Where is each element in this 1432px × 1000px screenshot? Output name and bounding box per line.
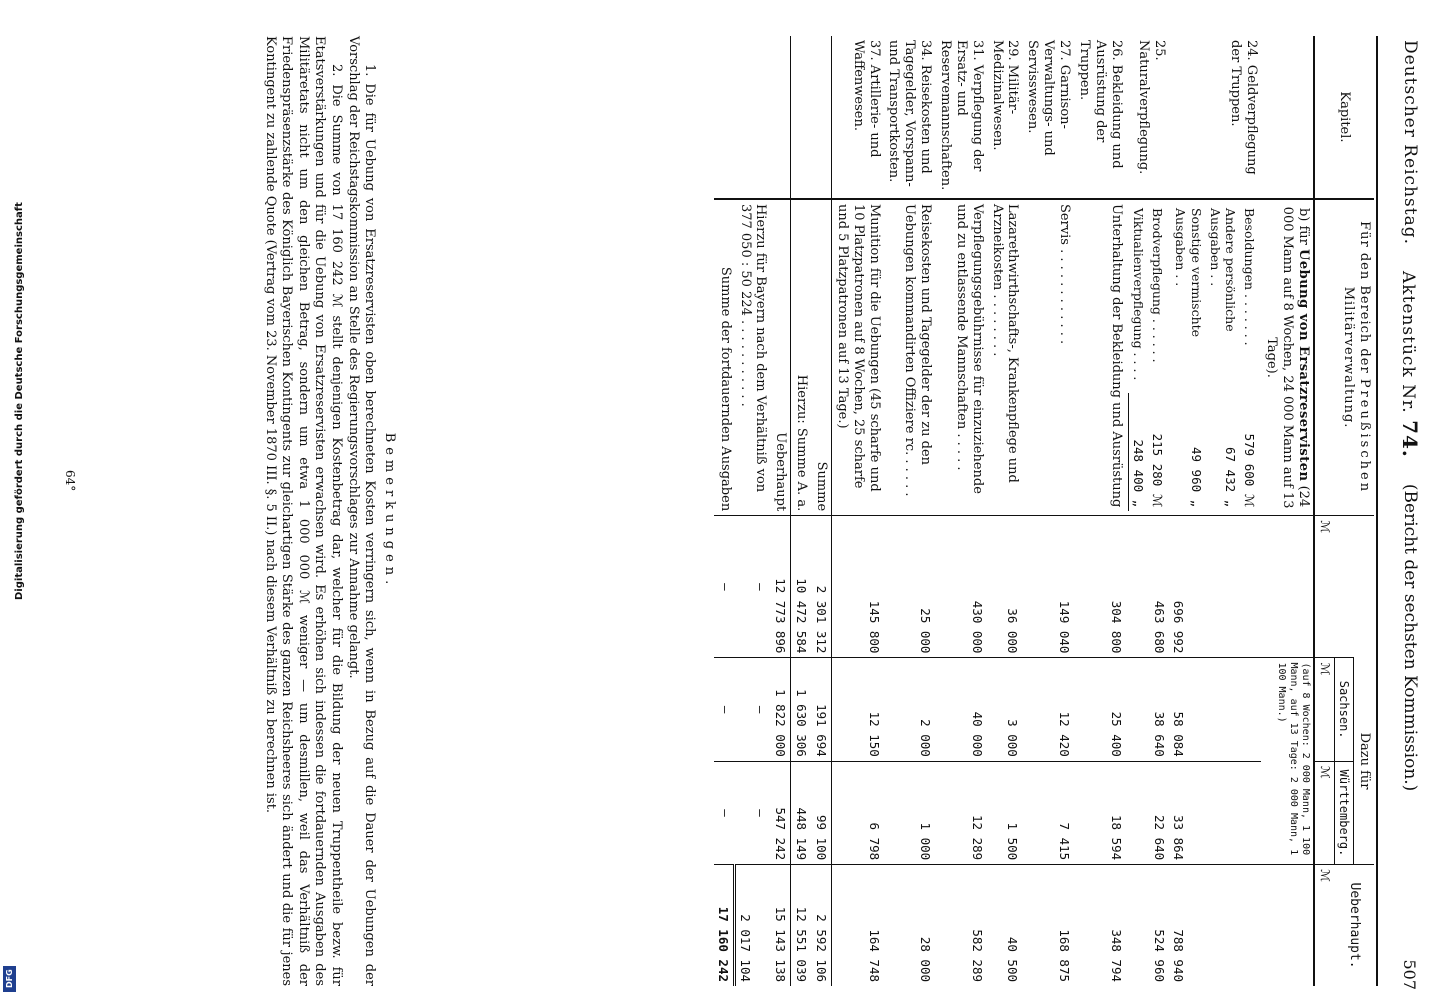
- unit-total: ℳ: [1314, 865, 1334, 986]
- sachsen-25a: 38 640: [1152, 711, 1168, 757]
- wuerttemberg-37: 6 798: [831, 761, 883, 864]
- item-31: Verpflegungsgebührnisse für einzuziehende und zu entlassende Mannschaften . . . . .: [953, 203, 985, 494]
- preussen-37: 145 800: [831, 516, 883, 658]
- doc-source: Deutscher Reichstag.: [1400, 40, 1420, 245]
- col-ueberhaupt: Ueberhaupt.: [1334, 865, 1374, 986]
- kapitel-31: 31. Verpflegung der Ersatz- und Reservemannschaften.: [935, 36, 987, 199]
- section-b-prefix: b) für: [1295, 207, 1311, 245]
- kapitel-27: 27. Garnison-Verwaltungs- und Servisswesen.: [1022, 36, 1074, 199]
- section-b-kapitel: [1261, 36, 1314, 199]
- table-row: [987, 36, 1023, 986]
- prussia-title-spaced: Preußischen: [1357, 378, 1372, 495]
- item-value: 67 432 „: [1223, 446, 1239, 508]
- fortdauernd-row: [714, 36, 735, 986]
- summe-sachsen: 191 694: [811, 658, 831, 761]
- section-b-total: [1261, 865, 1314, 986]
- prussia-title-suffix: Militärverwaltung.: [1341, 286, 1357, 429]
- sachsen-34: 2 000: [884, 658, 936, 761]
- wuerttemberg-31: 12 289: [935, 761, 987, 864]
- fortdauernd-label: Summe der fortdauernden Ausgaben: [717, 266, 733, 512]
- preussen-24: 696 992: [1169, 516, 1261, 658]
- doc-ref-prefix: Aktenstück Nr.: [1398, 271, 1418, 414]
- sachsen-27: 12 420: [1022, 658, 1074, 761]
- total-26: 348 794: [1074, 865, 1126, 986]
- sachsen-note: (auf 8 Wochen: 2 000 Mann, 1 100 Mann, auf 13 Tage: 2 000 Mann, 1 100 Mann.): [1261, 658, 1314, 865]
- table-row: [1022, 36, 1074, 986]
- hierzu-a-label: Hierzu: Summe A. a.: [794, 374, 810, 512]
- item-label: Viktualienverpflegung . . . .: [1130, 207, 1146, 381]
- folio-mark: 64°: [63, 470, 77, 492]
- kapitel-29: 29. Militär-Medizinalwesen.: [987, 36, 1023, 199]
- item-27: Servis . . . . . . . . . . . .: [1056, 203, 1072, 345]
- table-row: [831, 36, 883, 986]
- section-b-title: [1261, 199, 1314, 516]
- ueberhaupt-row: [770, 36, 790, 986]
- doc-ref-number: 74.: [1398, 420, 1422, 458]
- item-value: 248 400 „: [1128, 393, 1148, 511]
- col-kapitel: Kapitel.: [1314, 36, 1374, 199]
- total-25a: 524 960: [1152, 929, 1168, 982]
- item-label: Brodverpflegung . . . . . .: [1150, 207, 1166, 363]
- kapitel-26: 26. Bekleidung und Ausrüstung der Truppen.: [1074, 36, 1126, 199]
- summe-kapitel: [811, 36, 831, 199]
- item-26: Unterhaltung der Bekleidung und Ausrüstung: [1108, 203, 1124, 508]
- preussen-31: 430 000: [935, 516, 987, 658]
- sachsen-31: 40 000: [935, 658, 987, 761]
- hierzu-kapitel: [791, 36, 811, 199]
- summe-row: [811, 36, 831, 986]
- prussia-title-cell: [1334, 199, 1374, 516]
- wuerttemberg-29: 1 500: [987, 761, 1023, 864]
- wuerttemberg-25: [1126, 761, 1170, 864]
- remark-1: 1. Die für Uebung von Ersatzreservisten oben berechneten Kosten verringern sich, wenn in Bezug auf die Dauer der Uebungen der Vorschlag der Reichstagskommission an Stelle des Regierungsvorschlages zur Annahme gelangt.: [345, 36, 378, 986]
- item-29: Lazarethwirthschafts-, Krankenpflege und Arzneikosten . . . . . . . .: [989, 203, 1021, 483]
- ueberhaupt-label: Ueberhaupt: [770, 199, 790, 516]
- hierzu-a-row: [791, 36, 811, 986]
- ueberhaupt-sachsen: 1 822 000: [770, 658, 790, 761]
- hierzu-a-wuerttemberg: 448 149: [791, 761, 811, 864]
- table-header-row: [1354, 36, 1374, 986]
- total-24: 788 940: [1169, 865, 1261, 986]
- wuerttemberg-27: 7 415: [1022, 761, 1074, 864]
- col-preussen-blank: [1334, 516, 1374, 658]
- item-value: 215 280 ℳ: [1150, 433, 1166, 508]
- remarks: [261, 36, 397, 986]
- kapitel-24: 24. Geldverpflegung der Truppen.: [1169, 36, 1261, 199]
- sachsen-29: 3 000: [987, 658, 1023, 761]
- bayern-label: Hierzu für Bayern nach dem Verhältniß von 377 050 : 50 224 . . . . . . . . . . .: [737, 203, 769, 493]
- sachsen-24: 58 084: [1169, 658, 1261, 761]
- doc-reference: [1398, 271, 1422, 458]
- item-37: Munition für die Uebungen (45 scharfe und 10 Platzpatronen auf 8 Wochen, 25 scharfe und 5 Platzpatronen auf 13 Tage.): [834, 203, 882, 492]
- total-37: 164 748: [831, 865, 883, 986]
- table-row: [1169, 36, 1261, 986]
- item-label: Sonstige vermischte Ausgaben . .: [1173, 207, 1204, 338]
- unit-blank: [1314, 199, 1334, 516]
- ueberhaupt-kapitel: [770, 36, 790, 199]
- section-b-rest: (24 000 Mann auf 8 Wochen, 24 000 Mann auf 13 Tage).: [1264, 206, 1311, 509]
- fortdauernd-preussen-dash: —: [714, 516, 735, 658]
- preussen-29: 36 000: [987, 516, 1023, 658]
- bayern-preussen-dash: —: [735, 516, 771, 658]
- table-row: [884, 36, 936, 986]
- sub-items-24: [1171, 204, 1259, 511]
- wuerttemberg-25a: 22 640: [1152, 815, 1168, 861]
- summe-wuerttemberg: 99 100: [811, 761, 831, 864]
- kapitel-34: 34. Reisekosten und Tagegelder, Vorspann- und Transportkosten.: [884, 36, 936, 199]
- item-label: Besoldungen . . . . . . .: [1242, 207, 1258, 346]
- prussia-title: [1340, 204, 1372, 511]
- unit-preussen: ℳ: [1314, 516, 1334, 658]
- sachsen-25: [1126, 658, 1170, 761]
- table-row: [935, 36, 987, 986]
- col-dazu-fuer: Dazu für: [1354, 658, 1374, 865]
- kapitel-25: 25. Naturalverpflegung.: [1126, 36, 1170, 199]
- col-wuerttemberg: Württemberg.: [1334, 761, 1354, 864]
- item-label: Andere persönliche Ausgaben . .: [1207, 207, 1239, 332]
- hierzu-a-sachsen: 1 630 306: [791, 658, 811, 761]
- fortdauernd-sachsen-dash: —: [714, 658, 735, 761]
- item-value: 579 600 ℳ: [1242, 433, 1258, 508]
- total-27: 168 875: [1022, 865, 1074, 986]
- summe-label: Summe: [811, 199, 831, 516]
- wuerttemberg-26: 18 594: [1074, 761, 1126, 864]
- items-25: [1126, 199, 1170, 516]
- item-value: 49 960 „: [1188, 446, 1204, 508]
- preussen-25: [1126, 516, 1170, 658]
- items-24: [1169, 199, 1261, 516]
- summe-total: 2 592 106: [811, 865, 831, 986]
- hierzu-a-total: 12 551 039: [791, 865, 811, 986]
- hierzu-a-preussen: 10 472 584: [791, 516, 811, 658]
- section-b-pru: [1261, 516, 1314, 658]
- table-row: [1126, 36, 1170, 986]
- dfg-logo: DFG: [3, 966, 16, 992]
- total-25: [1126, 865, 1170, 986]
- section-b-row: [1261, 36, 1314, 986]
- fortdauernd-kapitel: [714, 36, 735, 199]
- item-34: Reisekosten und Tagegelder der zu den Uebungen kommandirten Offiziere rc. . . . . .: [902, 203, 934, 497]
- doc-note: (Bericht der sechsten Kommission.): [1400, 483, 1420, 792]
- ueberhaupt-preussen: 12 773 896: [770, 516, 790, 658]
- fortdauernd-wuerttemberg-dash: —: [714, 761, 735, 864]
- bayern-kapitel: [735, 36, 771, 199]
- wuerttemberg-34: 1 000: [884, 761, 936, 864]
- page-number: 507: [1400, 959, 1420, 990]
- sub-items-25: [1128, 204, 1168, 511]
- header-rule: [1376, 36, 1378, 986]
- bayern-row: [735, 36, 771, 986]
- bayern-wuerttemberg-dash: —: [735, 761, 771, 864]
- digitization-credit: Digitalisierung gefördert durch die Deutsche Forschungsgemeinschaft: [14, 202, 25, 600]
- prussia-title-prefix: Für den Bereich der: [1357, 221, 1372, 374]
- col-sachsen: Sachsen.: [1334, 658, 1354, 761]
- preussen-26: 304 800: [1074, 516, 1126, 658]
- unit-sachsen: ℳ: [1314, 658, 1334, 761]
- digitization-footer: [0, 0, 25, 1000]
- preussen-27: 149 040: [1022, 516, 1074, 658]
- bayern-sachsen-dash: —: [735, 658, 771, 761]
- preussen-34: 25 000: [884, 516, 936, 658]
- unit-wuerttemberg: ℳ: [1314, 761, 1334, 864]
- total-29: 40 500: [987, 865, 1023, 986]
- section-b-bold: Uebung von Ersatzreservisten: [1295, 249, 1311, 482]
- remarks-title: Bemerkungen.: [382, 432, 397, 590]
- ueberhaupt-total: 15 143 138: [770, 865, 790, 986]
- ueberhaupt-wuerttemberg: 547 242: [770, 761, 790, 864]
- sachsen-26: 25 400: [1074, 658, 1126, 761]
- summe-preussen: 2 301 312: [811, 516, 831, 658]
- total-34: 28 000: [884, 865, 936, 986]
- document-page: [22, 0, 1432, 1000]
- bayern-total: 2 017 104: [735, 865, 771, 986]
- sachsen-37: 12 150: [831, 658, 883, 761]
- total-31: 582 289: [935, 865, 987, 986]
- fortdauernd-total: 17 160 242: [714, 865, 735, 986]
- remark-2: 2. Die Summe von 17 160 242 ℳ stellt denjenigen Kostenbetrag dar, welcher für die Bildung der neuen Truppentheile bezw. für Etatsverstärkungen und für die Uebung von Ersatzreservisten erwachsen wird. Es erhöhen sich indessen die fortdauernden Ausgaben des Militäretats nicht um den gleichen Betrag, sondern um etwa 1 000 000 ℳ weniger — um desmillen, weil das Verhältniß der Friedenspräsenzstärke des Königlich Bayerischen Kontingents zur gleichartigen Stärke des ganzen Reichsheeres sich ändert und die für jenes Kontingent zu zahlende Quote (Vertrag vom 23. November 1870 III. §. 5 II.) nach diesem Verhältniß zu berechnen ist.: [262, 36, 345, 986]
- preussen-25a: 463 680: [1152, 600, 1168, 654]
- wuerttemberg-24: 33 864: [1169, 761, 1261, 864]
- kapitel-37: 37. Artillerie- und Waffenwesen.: [831, 36, 883, 199]
- table-row: [1074, 36, 1126, 986]
- page-header: [1396, 40, 1424, 990]
- budget-table: [714, 36, 1374, 986]
